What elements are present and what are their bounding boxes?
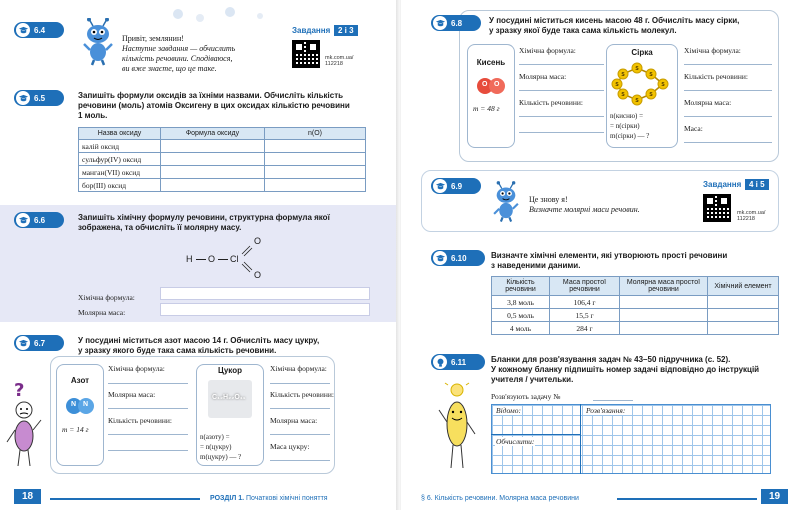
nitrogen-label: Азот (70, 376, 90, 385)
table-row (79, 166, 366, 179)
alien-mascot-icon (78, 18, 118, 66)
page-number: 18 (14, 489, 41, 504)
calculate-label: Обчислити: (496, 437, 535, 446)
answer-line[interactable] (519, 64, 604, 65)
n2-molecule-icon (64, 396, 96, 416)
title-line-2: У кожному бланку підпишіть номер задачі відповідно до інструкцій (491, 365, 760, 374)
task-badge-6-9 (431, 178, 481, 194)
site-link[interactable] (737, 210, 765, 222)
site-line-1: mk.com.ua/ (737, 210, 766, 216)
molar-mass-input[interactable] (160, 303, 370, 316)
badge-number: 6.6 (34, 215, 46, 225)
title-line-2: у зразку якого буде така сама кількість речовини. (78, 346, 277, 355)
sulfur-label: Сірка (631, 48, 653, 57)
qr-code-icon[interactable] (292, 40, 320, 68)
molar-mass-label: Молярна маса: (270, 416, 318, 425)
formula-label: Хімічна формула: (108, 364, 165, 373)
amount-label: Кількість речовини: (108, 416, 172, 425)
task-badge-6-8 (431, 15, 481, 31)
atom-label: O (482, 81, 488, 88)
answer-line[interactable] (684, 64, 772, 65)
answer-line[interactable] (108, 383, 188, 384)
column-header: Формула оксиду (161, 128, 265, 140)
task-badge-6-11 (431, 354, 485, 370)
given-divider (491, 434, 581, 435)
molar-mass-cell[interactable] (620, 309, 708, 322)
column-header: n(O) (265, 128, 366, 140)
task-title-6-5 (78, 91, 378, 121)
sugar-cubes-icon (208, 380, 252, 418)
badge-number: 6.4 (34, 25, 46, 35)
hint-line-2: Визначте молярні маси речовин. (529, 205, 640, 214)
nitrogen-mass: m = 14 г (62, 425, 89, 434)
mass-cell: 284 г (550, 322, 620, 335)
molar-mass-label: Молярна маса: (78, 308, 126, 317)
molar-mass-label: Молярна маса: (519, 72, 567, 81)
s8-molecule-icon (609, 60, 675, 106)
bond (218, 259, 228, 260)
title-line-3: 1 моль. (78, 111, 108, 120)
o2-molecule-icon (475, 76, 507, 96)
task-badge-6-10 (431, 250, 485, 266)
molar-mass-label: Молярна маса: (684, 98, 732, 107)
answer-line[interactable] (270, 460, 330, 461)
oxide-name: манган(VII) оксид (79, 166, 161, 179)
title-line-2: з наведеними даними. (491, 261, 581, 270)
answer-line[interactable] (270, 383, 330, 384)
graduation-cap-icon (16, 213, 30, 227)
task-number-label: Розв'язують задачу № (491, 392, 561, 401)
mass-cell: 15,5 г (550, 309, 620, 322)
mass-cell: 106,4 г (550, 296, 620, 309)
formula-cell[interactable] (161, 153, 265, 166)
graduation-cap-icon (16, 91, 30, 105)
atom-cl: Cl (230, 254, 239, 264)
table-row (492, 296, 779, 309)
title-line-2: речовини (моль) атомів Оксигену в цих оксидах кількістю речовини (78, 101, 350, 110)
footer-section-title: Початкові хімічні поняття (246, 495, 328, 502)
footer-bar (50, 498, 200, 500)
title-line-1: Запишіть хімічну формулу речовини, структурна формула якої (78, 213, 330, 222)
badge-number: 6.7 (34, 338, 46, 348)
answer-line[interactable] (684, 90, 772, 91)
graduation-cap-icon (433, 179, 447, 193)
puzzled-character-icon (4, 380, 44, 470)
task-title-6-6 (78, 213, 378, 233)
atom-label: S (635, 98, 639, 104)
column-header: Маса простої речовини (550, 277, 620, 296)
atom-label: S (621, 92, 625, 98)
title-line-1: Бланки для розв'язування задач № 43–50 підручника (с. 52). (491, 355, 731, 364)
task-title-6-11 (491, 355, 781, 385)
oxides-table (78, 127, 366, 192)
element-cell[interactable] (708, 322, 779, 335)
structural-formula (182, 236, 272, 284)
table-row (492, 322, 779, 335)
hint-greeting: Привіт, землянин! (122, 34, 184, 43)
task-title-6-7 (78, 336, 378, 356)
atom-label: S (615, 82, 619, 88)
column-header: Молярна маса простої речовини (620, 277, 708, 296)
svg-text:?: ? (14, 380, 25, 401)
hint-6-4 (122, 34, 292, 74)
n-cell[interactable] (265, 166, 366, 179)
atom-label: O (494, 81, 500, 88)
oxide-name: калій оксид (79, 140, 161, 153)
site-line-2: 112218 (325, 61, 343, 67)
title-line-1: У посудині міститься азот масою 14 г. Обчисліть масу цукру, (78, 336, 320, 345)
atom-label: S (635, 66, 639, 72)
solution-label: Розв'язання: (586, 406, 626, 415)
oxygen-label: Кисень (476, 58, 506, 67)
formula-cell[interactable] (161, 179, 265, 192)
molar-mass-cell[interactable] (620, 322, 708, 335)
task-number-input[interactable] (593, 400, 633, 401)
task-badge-6-5 (14, 90, 64, 106)
title-line-2: у зразку якої буде така сама кількість молекул. (489, 26, 677, 35)
bond (196, 259, 206, 260)
atom-h: H (186, 254, 193, 264)
task-badge-6-6 (14, 212, 64, 228)
atom-o3: O (254, 270, 262, 280)
zadania-numbers: 4 і 5 (745, 179, 769, 190)
equation-line-2: = n(цукру) (200, 443, 232, 451)
idea-character-icon (437, 382, 477, 472)
molar-mass-cell[interactable] (620, 296, 708, 309)
graduation-cap-icon (433, 16, 447, 30)
lightbulb-icon (433, 355, 447, 369)
amount-label: Кількість речовини: (684, 72, 748, 81)
equation-line-1: n(кисню) = (610, 112, 644, 120)
formula-input[interactable] (160, 287, 370, 300)
formula-label: Хімічна формула: (684, 46, 741, 55)
footer-section-title: § 6. Кількість речовини. Молярна маса речовини (421, 495, 579, 502)
atom-label: S (649, 72, 653, 78)
amount-cell: 4 моль (492, 322, 550, 335)
atom-label: S (649, 92, 653, 98)
graduation-cap-icon (16, 23, 30, 37)
title-line-3: учителя / учительки. (491, 375, 574, 384)
table-row (492, 309, 779, 322)
oxide-name: сульфур(IV) оксид (79, 153, 161, 166)
atom-label: N (71, 401, 77, 408)
formula-cell[interactable] (161, 166, 265, 179)
table-row (79, 153, 366, 166)
formula-label: Хімічна формула: (270, 364, 327, 373)
molar-mass-label: Молярна маса: (108, 390, 156, 399)
hint-line-3: ви вже знаєте, що це таке. (122, 64, 217, 73)
hint-6-9 (529, 195, 709, 215)
hint-line-1: Це знову я! (529, 195, 568, 204)
task-badge-6-7 (14, 335, 64, 351)
zadania-label: Завдання (703, 180, 742, 189)
task-title-6-8 (489, 16, 774, 36)
atom-o1: O (208, 254, 216, 264)
task-title-6-10 (491, 251, 776, 271)
page-number: 19 (761, 489, 788, 504)
mass-label: Маса: (684, 124, 703, 133)
title-line-1: Визначте хімічні елементи, які утворюють прості речовини (491, 251, 728, 260)
answer-line[interactable] (108, 434, 188, 435)
right-page (401, 0, 799, 510)
answer-line[interactable] (684, 142, 772, 143)
sugar-label: Цукор (218, 366, 242, 375)
n-cell[interactable] (265, 140, 366, 153)
amount-label: Кількість речовини: (519, 98, 583, 107)
n-cell[interactable] (265, 179, 366, 192)
task-badge-6-4 (14, 22, 64, 38)
footer-section (210, 495, 328, 502)
table-row (79, 140, 366, 153)
elements-table (491, 276, 779, 335)
sugar-formula: C₁₂H₂₂O₁₁ (212, 394, 246, 401)
site-link[interactable] (325, 55, 353, 67)
graduation-cap-icon (16, 336, 30, 350)
title-line-1: У посудині міститься кисень масою 48 г. Обчисліть масу сірки, (489, 16, 740, 25)
atom-o2: O (254, 236, 262, 246)
column-header: Кількість речовини (492, 277, 550, 296)
answer-line[interactable] (684, 116, 772, 117)
n-cell[interactable] (265, 153, 366, 166)
answer-line[interactable] (108, 408, 188, 409)
alien-mascot-icon (489, 180, 523, 224)
answer-line[interactable] (270, 434, 330, 435)
qr-code-icon[interactable] (703, 194, 731, 222)
equation-line-3: m(цукру) — ? (200, 453, 242, 461)
badge-number: 6.9 (451, 181, 463, 191)
title-line-1: Запишіть формули оксидів за їхніми назвами. Обчисліть кількість (78, 91, 344, 100)
oxygen-mass: m = 48 г (473, 104, 500, 113)
atom-label: S (621, 72, 625, 78)
site-line-2: 112218 (737, 216, 755, 222)
badge-number: 6.8 (451, 18, 463, 28)
amount-cell: 0,5 моль (492, 309, 550, 322)
bubbles-decoration-icon (170, 6, 280, 26)
zadania-numbers: 2 і 3 (334, 25, 358, 36)
formula-label: Хімічна формула: (78, 293, 135, 302)
element-cell[interactable] (708, 309, 779, 322)
badge-number: 6.10 (451, 253, 467, 263)
left-page (0, 0, 398, 510)
answer-line[interactable] (108, 450, 188, 451)
answer-line[interactable] (519, 90, 604, 91)
zadania-label: Завдання (292, 26, 331, 35)
badge-number: 6.5 (34, 93, 46, 103)
site-line-1: mk.com.ua/ (325, 55, 354, 61)
answer-line[interactable] (270, 408, 330, 409)
given-label: Відомо: (496, 406, 521, 415)
hint-line-1: Наступне завдання — обчислить (122, 44, 236, 53)
answer-line[interactable] (519, 132, 604, 133)
oxide-name: бор(III) оксид (79, 179, 161, 192)
amount-cell: 3,8 моль (492, 296, 550, 309)
hint-line-2: кількість речовини. Сподіваюся, (122, 54, 233, 63)
equation-line-3: m(сірки) — ? (610, 132, 650, 140)
answer-line[interactable] (519, 116, 604, 117)
column-header: Хімічний елемент (708, 277, 779, 296)
equation-line-1: n(азоту) = (200, 433, 230, 441)
amount-label: Кількість речовини: (270, 390, 334, 399)
footer-bar (617, 498, 757, 500)
graduation-cap-icon (433, 251, 447, 265)
element-cell[interactable] (708, 296, 779, 309)
sugar-mass-label: Маса цукру: (270, 442, 310, 451)
atom-label: S (661, 82, 665, 88)
table-row (79, 179, 366, 192)
title-line-2: зображена, та обчисліть її молярну масу. (78, 223, 242, 232)
column-header: Назва оксиду (79, 128, 161, 140)
equation-line-2: = n(сірки) (610, 122, 640, 130)
atom-label: N (83, 401, 89, 408)
badge-number: 6.11 (451, 357, 467, 367)
formula-label: Хімічна формула: (519, 46, 576, 55)
formula-cell[interactable] (161, 140, 265, 153)
footer-section-label: РОЗДІЛ 1. (210, 495, 245, 502)
